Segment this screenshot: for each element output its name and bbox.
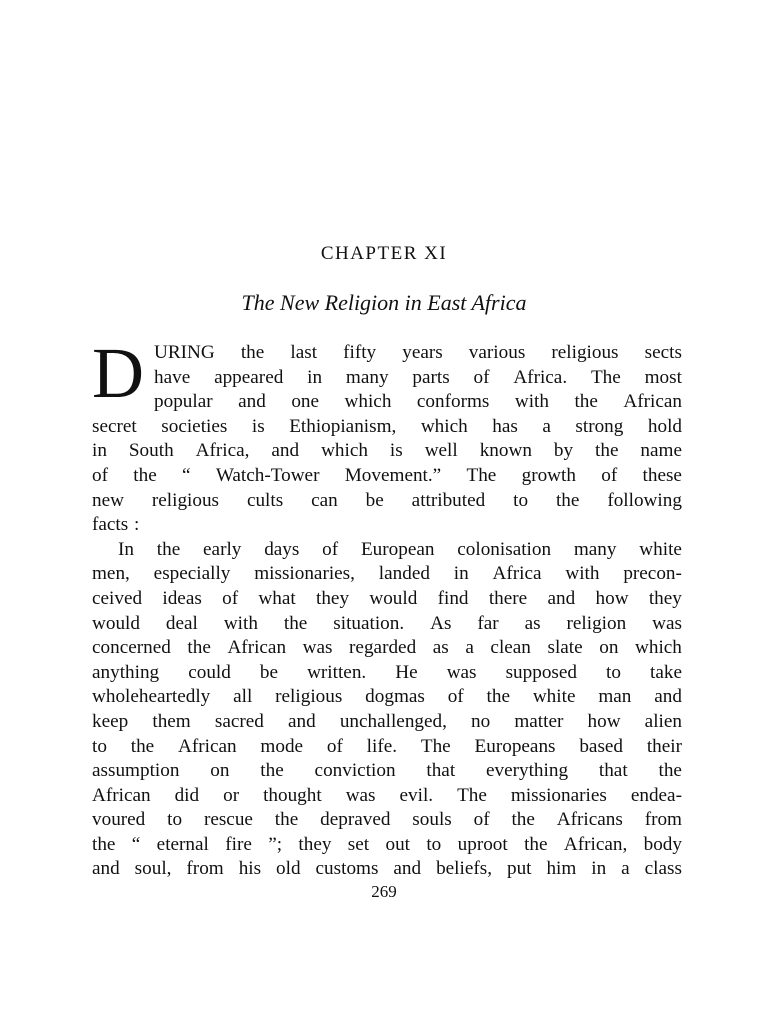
drop-cap: D <box>92 333 144 413</box>
text-line: African did or thought was evil. The missionaries endea- <box>92 784 682 806</box>
body-text <box>92 333 682 882</box>
text-line: secret societies is Ethiopianism, which has a strong hold <box>92 415 682 437</box>
chapter-title: The New Religion in East Africa <box>241 290 527 315</box>
text-line: URING the last fifty years various religious sects <box>154 342 682 363</box>
text-line: have appeared in many parts of Africa. The most <box>154 366 682 388</box>
text-line: popular and one which conforms with the African <box>154 391 682 413</box>
text-line: facts : <box>92 514 140 536</box>
text-line: keep them sacred and unchallenged, no matter how alien <box>92 710 682 732</box>
text-line: anything could be written. He was supposed to take <box>92 661 682 683</box>
text-line: would deal with the situation. As far as religion was <box>92 612 682 634</box>
text-line: concerned the African was regarded as a clean slate on which <box>92 637 682 659</box>
text-line: In the early days of European colonisation many white <box>118 538 682 560</box>
page-number: 269 <box>371 882 397 901</box>
text-line: ceived ideas of what they would find there and how they <box>92 587 682 609</box>
text-line: of the “ Watch-Tower Movement.” The growth of these <box>92 464 682 486</box>
chapter-heading: CHAPTER XI <box>320 243 448 264</box>
text-line: voured to rescue the depraved souls of the Africans from <box>92 809 682 831</box>
text-line: the “ eternal fire ”; they set out to uproot the African, body <box>92 833 682 855</box>
text-line: to the African mode of life. The Europeans based their <box>92 735 682 757</box>
text-line: and soul, from his old customs and beliefs, put him in a class <box>92 858 682 880</box>
text-line: men, especially missionaries, landed in Africa with precon- <box>92 563 682 585</box>
text-line: assumption on the conviction that everything that the <box>92 760 682 782</box>
text-line: wholeheartedly all religious dogmas of the white man and <box>92 686 682 708</box>
text-line: new religious cults can be attributed to the following <box>92 489 682 511</box>
text-line: in South Africa, and which is well known by the name <box>92 440 682 462</box>
